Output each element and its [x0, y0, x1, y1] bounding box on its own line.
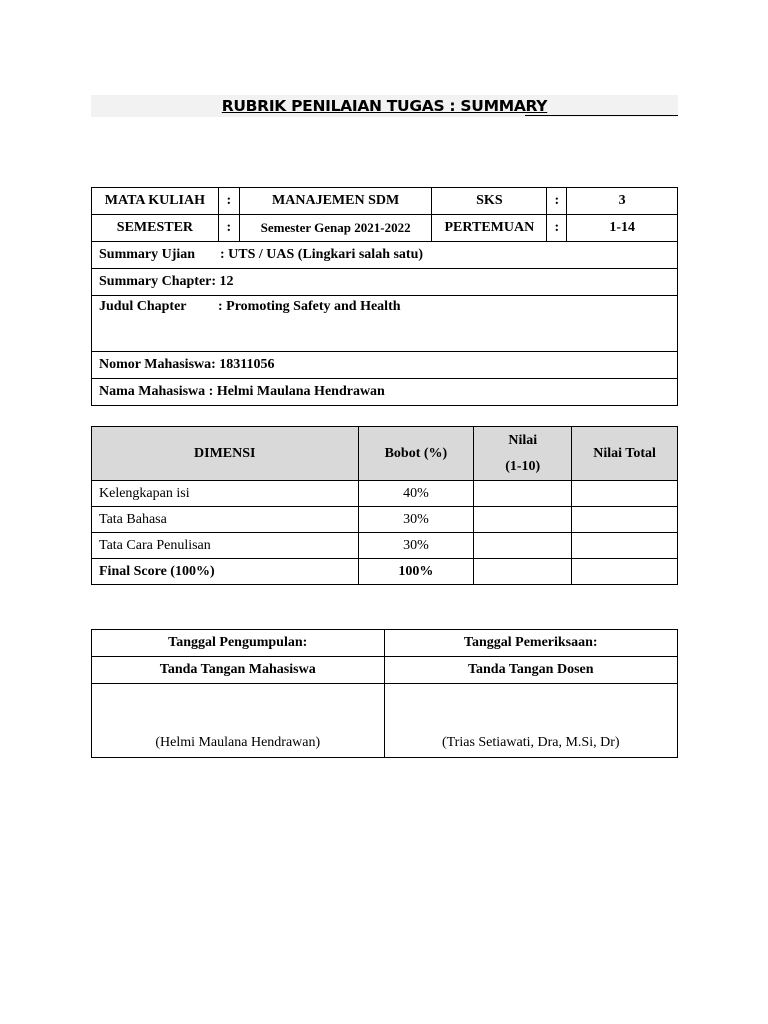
scoring-table: [91, 426, 678, 585]
nilai-cell[interactable]: [474, 533, 572, 559]
nilai-cell[interactable]: [474, 481, 572, 507]
tanggal-pengumpulan: Tanggal Pengumpulan:: [92, 630, 385, 657]
dosen-signature-name: (Trias Setiawati, Dra, M.Si, Dr): [384, 684, 678, 758]
nama-mahasiswa: Nama Mahasiswa : Helmi Maulana Hendrawan: [92, 379, 678, 406]
nomor-mahasiswa: Nomor Mahasiswa: 18311056: [92, 352, 678, 379]
nilai-header-range: (1-10): [505, 458, 541, 474]
mata-kuliah-label: MATA KULIAH: [92, 188, 219, 215]
page-title: RUBRIK PENILAIAN TUGAS : SUMMARY: [221, 97, 548, 115]
summary-ujian-cell: [92, 242, 678, 269]
nama-mahasiswa-row: [92, 379, 678, 406]
semester-value: Semester Genap 2021-2022: [239, 215, 432, 242]
scoring-header-row: [92, 427, 678, 481]
signature-row: [92, 684, 678, 758]
judul-chapter-cell: [92, 296, 678, 352]
dimensi-cell: Tata Cara Penulisan: [92, 533, 359, 559]
pertemuan-value: 1-14: [567, 215, 678, 242]
nilai-header-label: Nilai: [508, 432, 538, 448]
ttd-label-row: [92, 657, 678, 684]
final-score-row: [92, 559, 678, 585]
nomor-mahasiswa-row: [92, 352, 678, 379]
tanggal-pemeriksaan: Tanggal Pemeriksaan:: [384, 630, 678, 657]
bobot-cell: 40%: [358, 481, 474, 507]
nilai-total-cell[interactable]: [572, 559, 678, 585]
sks-value: 3: [567, 188, 678, 215]
course-row: [92, 188, 678, 215]
mata-kuliah-value: MANAJEMEN SDM: [239, 188, 432, 215]
bobot-cell: 30%: [358, 507, 474, 533]
colon: :: [218, 215, 239, 242]
bobot-header: Bobot (%): [358, 427, 474, 481]
ttd-dosen-label: Tanda Tangan Dosen: [384, 657, 678, 684]
summary-chapter-row: [92, 269, 678, 296]
mahasiswa-signature-name: (Helmi Maulana Hendrawan): [92, 684, 385, 758]
colon: :: [547, 215, 567, 242]
judul-chapter-value: : Promoting Safety and Health: [218, 299, 401, 314]
nilai-total-cell[interactable]: [572, 533, 678, 559]
judul-chapter-label: Judul Chapter: [99, 299, 187, 314]
semester-row: [92, 215, 678, 242]
tanggal-row: [92, 630, 678, 657]
nilai-cell[interactable]: [474, 507, 572, 533]
summary-ujian-row: [92, 242, 678, 269]
nilai-total-header: Nilai Total: [572, 427, 678, 481]
final-score-bobot: 100%: [358, 559, 474, 585]
table-row: [92, 507, 678, 533]
nilai-total-cell[interactable]: [572, 481, 678, 507]
summary-ujian-label: Summary Ujian: [99, 247, 196, 262]
signature-table: [91, 629, 678, 758]
ttd-mahasiswa-label: Tanda Tangan Mahasiswa: [92, 657, 385, 684]
colon: :: [547, 188, 567, 215]
nilai-header: [474, 427, 572, 481]
nilai-cell[interactable]: [474, 559, 572, 585]
table-row: [92, 481, 678, 507]
judul-chapter-row: [92, 296, 678, 352]
bobot-cell: 30%: [358, 533, 474, 559]
title-underline-extension: [525, 115, 678, 116]
course-info-table: [91, 187, 678, 406]
pertemuan-label: PERTEMUAN: [432, 215, 547, 242]
summary-ujian-value: : UTS / UAS (Lingkari salah satu): [220, 247, 424, 262]
colon: :: [218, 188, 239, 215]
dimensi-cell: Kelengkapan isi: [92, 481, 359, 507]
dimensi-cell: Tata Bahasa: [92, 507, 359, 533]
table-row: [92, 533, 678, 559]
semester-label: SEMESTER: [92, 215, 219, 242]
nilai-total-cell[interactable]: [572, 507, 678, 533]
final-score-label: Final Score (100%): [92, 559, 359, 585]
dimensi-header: DIMENSI: [92, 427, 359, 481]
sks-label: SKS: [432, 188, 547, 215]
summary-chapter: Summary Chapter: 12: [92, 269, 678, 296]
